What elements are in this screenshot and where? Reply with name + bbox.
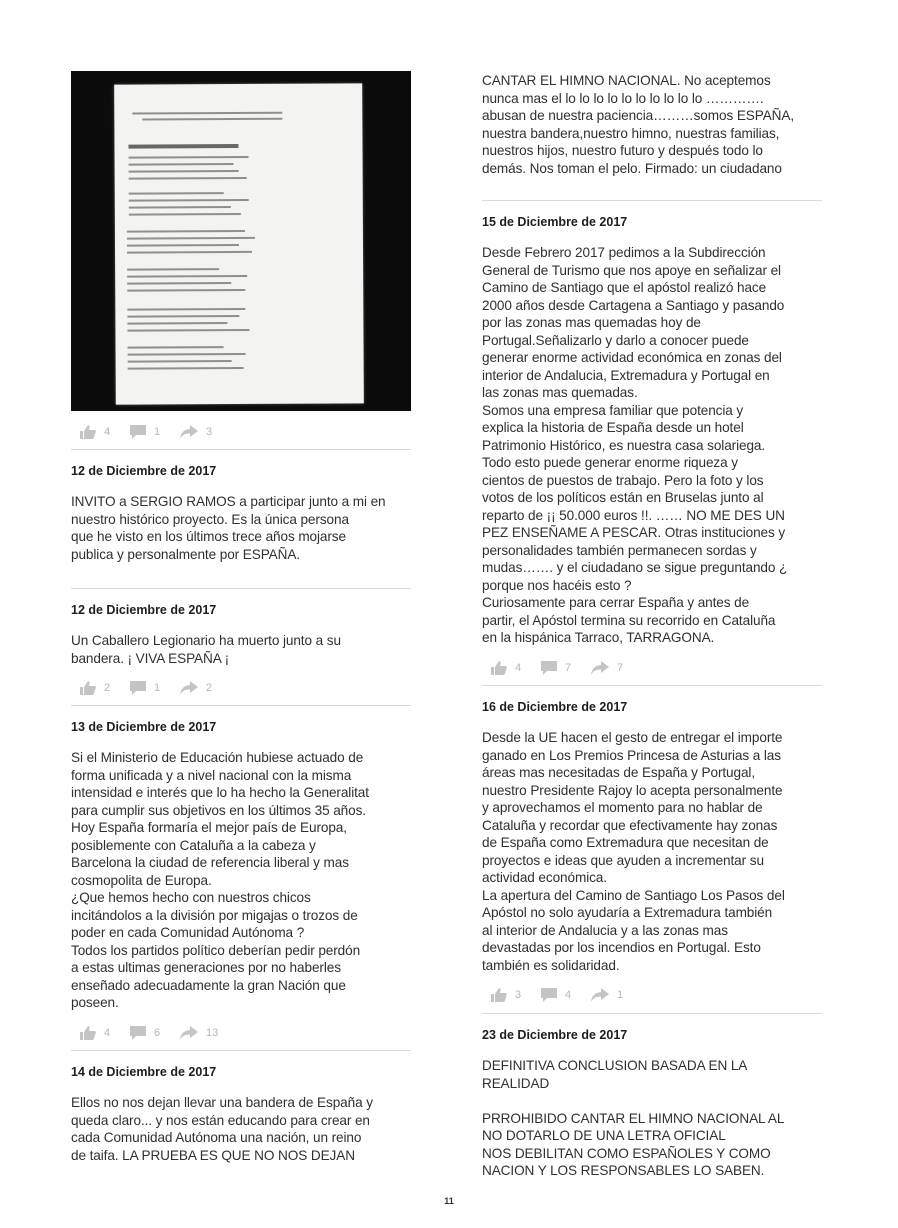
share-count: 1 (617, 989, 624, 1001)
share-count: 7 (617, 662, 624, 674)
post-stats (491, 987, 641, 1003)
post (71, 1065, 416, 1164)
comment-icon (541, 988, 557, 1002)
comment-button[interactable] (541, 661, 591, 675)
comment-button[interactable] (130, 1026, 180, 1040)
post-stats (80, 680, 230, 696)
like-count: 4 (104, 426, 111, 438)
share-icon (591, 661, 609, 675)
post-date: 12 de Diciembre de 2017 (71, 603, 217, 617)
comment-button[interactable] (541, 988, 591, 1002)
post-text: Si el Ministerio de Educación hubiese actuado de forma unificada y a nivel nacional con la misma intensidad e interés que lo ha hecho la Generalitat para cumplir sus objetivos en los últimos 35 años. Hoy España formaría el mejor país de Europa, posiblemente con Cataluña a la cabeza y Barcelona la ciudad de referencia liberal y mas cosmopolita de Europa. ¿Que hemos hecho con nuestros chicos incitándolos a la división por migajas o trozos de poder en cada Comunidad Autónoma ? Todos los partidos político deberían pedir perdón a estas ultimas generaciones por no haberles enseñado adecuadamente la gran Nación que poseen. (71, 750, 369, 1010)
printed-sheet-image (114, 83, 364, 404)
share-icon (591, 988, 609, 1002)
thumbs-up-icon (491, 661, 507, 675)
post-date: 14 de Diciembre de 2017 (71, 1065, 217, 1079)
share-button[interactable] (180, 425, 230, 439)
thumbs-up-icon (80, 681, 96, 695)
post-text: Desde la UE hacen el gesto de entregar el importe ganado en Los Premios Princesa de Asturias a las áreas mas necesitadas de España y Portugal, nuestro Presidente Rajoy lo acepta personalmente y aprovechamos el momento para no hablar de Cataluña y recordar que efectivamente hay zonas de España como Extremadura que necesitan de proyectos e ideas que ayuden a incrementar su actividad económica. La apertura del Camino de Santiago Los Pasos del Apóstol no solo ayudaría a Extremadura también al interior de Andalucia y a las zonas mas devastadas por los incendios en Portugal. Esto también es solidaridad. (482, 730, 785, 973)
post-date: 23 de Diciembre de 2017 (482, 1028, 628, 1042)
post-text: Un Caballero Legionario ha muerto junto a su bandera. ¡ VIVA ESPAÑA ¡ (71, 633, 341, 666)
post (71, 603, 416, 667)
post (482, 215, 827, 647)
divider (71, 1050, 411, 1051)
post (71, 720, 416, 1012)
page-number: 11 (444, 1196, 454, 1206)
like-count: 2 (104, 682, 111, 694)
thumbs-up-icon (80, 1026, 96, 1040)
divider (71, 449, 411, 450)
thumbs-up-icon (491, 988, 507, 1002)
share-button[interactable] (180, 1026, 230, 1040)
post-stats (491, 660, 641, 676)
share-button[interactable] (591, 988, 641, 1002)
post-date: 13 de Diciembre de 2017 (71, 720, 217, 734)
comment-button[interactable] (130, 681, 180, 695)
like-button[interactable] (80, 681, 130, 695)
divider (482, 685, 822, 686)
like-count: 4 (104, 1027, 111, 1039)
share-button[interactable] (591, 661, 641, 675)
divider (482, 200, 822, 201)
post (71, 464, 416, 563)
post-date: 15 de Diciembre de 2017 (482, 215, 628, 229)
post (482, 700, 827, 974)
comment-icon (130, 425, 146, 439)
comment-count: 4 (565, 989, 572, 1001)
post-date: 16 de Diciembre de 2017 (482, 700, 628, 714)
like-count: 4 (515, 662, 522, 674)
share-icon (180, 1026, 198, 1040)
comment-icon (541, 661, 557, 675)
comment-icon (130, 1026, 146, 1040)
post-text: INVITO a SERGIO RAMOS a participar junto a mi en nuestro histórico proyecto. Es la única persona que he visto en los últimos trece años mojarse publica y personalmente por ESPAÑA. (71, 494, 386, 562)
like-button[interactable] (491, 661, 541, 675)
share-count: 2 (206, 682, 213, 694)
comment-count: 1 (154, 426, 161, 438)
comment-icon (130, 681, 146, 695)
post-text: DEFINITIVA CONCLUSION BASADA EN LA REALIDAD PRROHIBIDO CANTAR EL HIMNO NACIONAL AL NO DOTARLO DE UNA LETRA OFICIAL NOS DEBILITAN COMO ESPAÑOLES Y COMO NACION Y LOS RESPONSABLES LO SABEN. (482, 1058, 785, 1178)
post-continued (482, 72, 827, 177)
post-stats (80, 1025, 230, 1041)
divider (71, 705, 411, 706)
share-count: 3 (206, 426, 213, 438)
share-count: 13 (206, 1027, 219, 1039)
comment-count: 7 (565, 662, 572, 674)
divider (71, 588, 411, 589)
thumbs-up-icon (80, 425, 96, 439)
post-text: CANTAR EL HIMNO NACIONAL. No aceptemos nunca mas el lo lo lo lo lo lo lo lo lo lo …………. abusan de nuestra paciencia………somos ESPAÑA, nuestra bandera,nuestro himno, nuestras familias, nuestros hijos, nuestro futuro y después todo lo demás. Nos toman el pelo. Firmado: un ciudadano (482, 73, 795, 176)
post-text: Desde Febrero 2017 pedimos a la Subdirección General de Turismo que nos apoye en señalizar el Camino de Santiago que el apóstol realizó hace 2000 años desde Cartagena a Santiago y pasando por las zonas mas quemadas hoy de Portugal.Señalizarlo y darlo a conocer puede generar enorme actividad económica en zonas del interior de Andalucia, Extremadura y Portugal en las zonas mas quemadas. Somos una empresa familiar que potencia y explica la historia de España desde un hotel Patrimonio Histórico, es nuestra casa solariega. Todo esto puede generar enorme riqueza y cientos de puestos de trabajo. Pero la foto y los votos de los políticos están en Bruselas junto al reparto de ¡¡ 50.000 euros !!. …… NO ME DES UN PEZ ENSEÑAME A PESCAR. Otras instituciones y personalidades también permanecen sordas y mudas……. y el ciudadano se sigue preguntando ¿ porque nos hacéis esto ? Curiosamente para cerrar España y antes de partir, el Apóstol termina su recorrido en Cataluña en la hispánica Tarraco, TARRAGONA. (482, 245, 788, 645)
share-icon (180, 681, 198, 695)
comment-button[interactable] (130, 425, 180, 439)
post-photo (71, 71, 411, 411)
divider (482, 1013, 822, 1014)
like-button[interactable] (80, 425, 130, 439)
share-button[interactable] (180, 681, 230, 695)
like-button[interactable] (491, 988, 541, 1002)
comment-count: 1 (154, 682, 161, 694)
share-icon (180, 425, 198, 439)
post-text: Ellos no nos dejan llevar una bandera de España y queda claro... y nos están educando para crear en cada Comunidad Autónoma una nación, un reino de taifa. LA PRUEBA ES QUE NO NOS DEJAN (71, 1095, 373, 1163)
like-button[interactable] (80, 1026, 130, 1040)
post (482, 1028, 827, 1180)
like-count: 3 (515, 989, 522, 1001)
post-date: 12 de Diciembre de 2017 (71, 464, 217, 478)
post-stats (80, 424, 230, 440)
comment-count: 6 (154, 1027, 161, 1039)
